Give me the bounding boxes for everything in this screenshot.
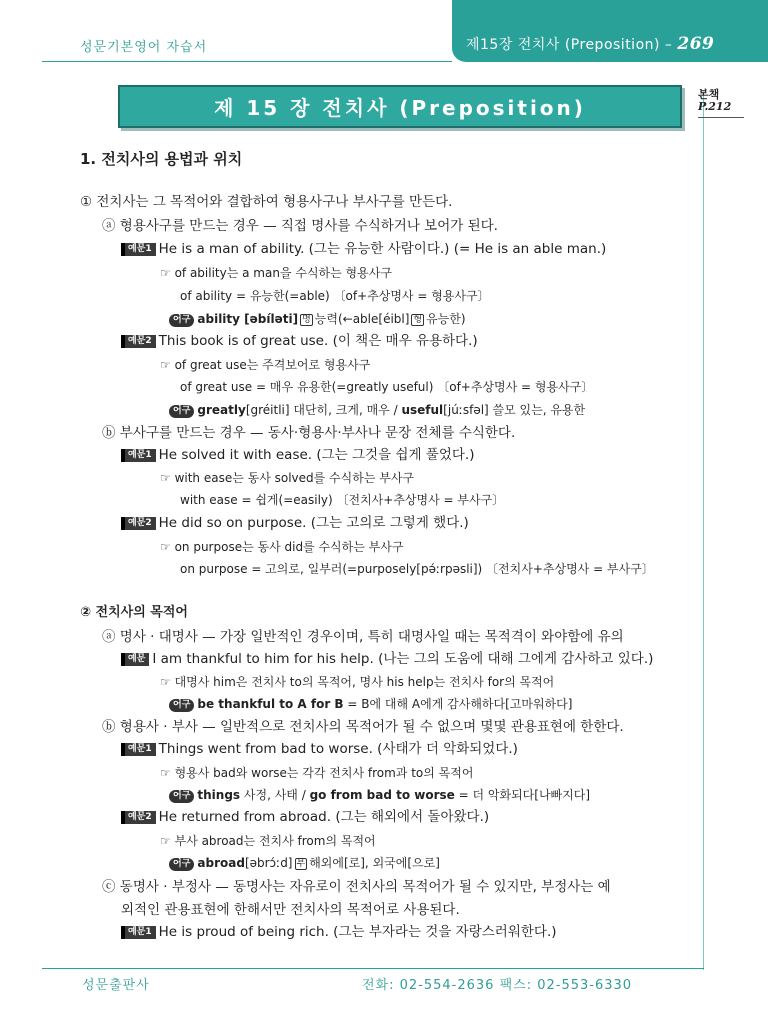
subsection-heading: ⓐ 형용사구를 만드는 경우 — 직접 명사를 수식하거나 보어가 된다. bbox=[102, 218, 498, 234]
note-line: with ease = 쉽게(=easily) 〔전치사+추상명사 = 부사구〕 bbox=[180, 493, 505, 507]
vocab-badge: 어구 bbox=[169, 314, 194, 327]
note-line: ☞ of ability는 a man을 수식하는 형용사구 bbox=[160, 266, 392, 280]
note-line: on purpose = 고의로, 일부러(=purposely[pə́ːrpəsli]) 〔전치사+추상명사 = 부사구〕 bbox=[180, 562, 654, 576]
header-chapter-tab bbox=[452, 0, 768, 62]
example-sentence: He is proud of being rich. (그는 부자라는 것을 자랑스러워한다.) bbox=[158, 924, 557, 940]
vocab-meaning: = B에 대해 A에게 감사해하다[고마워하다] bbox=[347, 697, 573, 711]
vocab-line bbox=[169, 854, 440, 872]
vocab-line bbox=[169, 401, 585, 419]
section-heading: ② 전치사의 목적어 bbox=[80, 605, 188, 620]
vocab-phrase: go from bad to worse bbox=[309, 788, 455, 802]
example-line bbox=[121, 808, 489, 826]
example-sentence: This book is of great use. (이 책은 매우 유용하다.) bbox=[158, 333, 478, 349]
section-heading: 1. 전치사의 용법과 위치 bbox=[80, 150, 243, 168]
example-line bbox=[121, 240, 606, 258]
vocab-phrase: be thankful to A for B bbox=[197, 697, 344, 711]
vocab-meaning: [gréitli] 대단히, 크게, 매우 / bbox=[245, 403, 398, 417]
example-badge: 예문2 bbox=[121, 517, 156, 530]
header-divider bbox=[42, 61, 452, 62]
note-line: ☞ 대명사 him은 전치사 to의 목적어, 명사 his help는 전치사 for의 목적어 bbox=[160, 675, 555, 689]
ref-label: 본책 bbox=[698, 88, 720, 101]
example-badge: 예문1 bbox=[121, 926, 156, 939]
page-number: 269 bbox=[677, 34, 715, 54]
example-line bbox=[121, 446, 474, 464]
subsection-heading: ⓐ 명사 · 대명사 — 가장 일반적인 경우이며, 특히 대명사일 때는 목적격이 와야함에 유의 bbox=[102, 629, 624, 645]
noun-mark: 명 bbox=[302, 315, 311, 325]
vocab-word: ability [əbíləti] bbox=[197, 312, 299, 326]
vocab-badge: 어구 bbox=[169, 405, 194, 418]
example-badge: 예문1 bbox=[121, 243, 156, 256]
example-sentence: He returned from abroad. (그는 해외에서 돌아왔다.) bbox=[158, 809, 490, 825]
vocab-badge: 어구 bbox=[169, 858, 194, 871]
example-sentence: I am thankful to him for his help. (나는 그의 도움에 대해 그에게 감사하고 있다.) bbox=[152, 651, 654, 667]
chapter-title: 제 15 장 전치사 (Preposition) bbox=[118, 85, 682, 128]
note-line: of great use = 매우 유용한(=greatly useful) 〔of+추상명사 = 형용사구〕 bbox=[180, 380, 594, 394]
example-line bbox=[121, 650, 653, 668]
example-badge: 예문 bbox=[121, 653, 149, 666]
footer-divider bbox=[42, 968, 704, 969]
example-line bbox=[121, 332, 478, 350]
right-margin-rule bbox=[703, 92, 704, 970]
example-sentence: He is a man of ability. (그는 유능한 사람이다.) (= He is an able man.) bbox=[158, 241, 607, 257]
note-line: ☞ with ease는 동사 solved를 수식하는 부사구 bbox=[160, 471, 415, 485]
vocab-meaning: 해외에[로], 외국에[으로] bbox=[309, 856, 440, 870]
vocab-meaning: 능력(←able[éibl] bbox=[314, 312, 410, 326]
vocab-word: greatly bbox=[197, 403, 246, 417]
vocab-meaning: 유능한) bbox=[426, 312, 466, 326]
vocab-line bbox=[169, 310, 466, 328]
example-line bbox=[121, 923, 557, 941]
vocab-line bbox=[169, 786, 590, 804]
vocab-pronunciation: [əbrɔ́ːd] bbox=[244, 856, 293, 870]
example-badge: 예문1 bbox=[121, 743, 156, 756]
example-badge: 예문1 bbox=[121, 449, 156, 462]
subsection-heading: ⓑ 형용사 · 부사 — 일반적으로 전치사의 목적어가 될 수 없으며 몇몇 관용표현에 한한다. bbox=[102, 719, 624, 735]
vocab-badge: 어구 bbox=[169, 699, 194, 712]
note-line: of ability = 유능한(=able) 〔of+추상명사 = 형용사구〕 bbox=[180, 289, 490, 303]
header-chapter-text bbox=[466, 34, 714, 54]
footer-contact: 전화: 02-554-2636 팩스: 02-553-6330 bbox=[362, 978, 633, 993]
note-line: ☞ of great use는 주격보어로 형용사구 bbox=[160, 358, 371, 372]
main-book-reference bbox=[698, 89, 731, 113]
example-sentence: He solved it with ease. (그는 그것을 쉽게 풀었다.) bbox=[158, 447, 475, 463]
vocab-line bbox=[169, 695, 572, 713]
ref-page: P.212 bbox=[698, 100, 732, 113]
ref-underline bbox=[698, 117, 744, 118]
vocab-meaning: = 더 악화되다[나빠지다] bbox=[458, 788, 591, 802]
adjective-mark: 형 bbox=[413, 315, 423, 325]
vocab-word: things bbox=[197, 788, 241, 802]
header-chapter-label: 제15장 전치사 (Preposition) – bbox=[466, 37, 673, 53]
example-line bbox=[121, 740, 518, 758]
example-line bbox=[121, 514, 469, 532]
example-badge: 예문2 bbox=[121, 335, 156, 348]
header-book-title: 성문기본영어 자습서 bbox=[80, 40, 208, 55]
subsection-continuation: 외적인 관용표현에 한해서만 전치사의 목적어로 사용된다. bbox=[121, 902, 460, 918]
adverb-mark: 부 bbox=[296, 859, 306, 869]
vocab-meaning: [júːsfəl] 쓸모 있는, 유용한 bbox=[443, 403, 586, 417]
subsection-heading: ⓑ 부사구를 만드는 경우 — 동사·형용사·부사나 문장 전체를 수식한다. bbox=[102, 425, 516, 441]
example-sentence: He did so on purpose. (그는 고의로 그렇게 했다.) bbox=[158, 515, 469, 531]
subsection-heading: ⓒ 동명사 · 부정사 — 동명사는 자유로이 전치사의 목적어가 될 수 있지만, 부정사는 예 bbox=[102, 879, 611, 895]
note-line: ☞ 형용사 bad와 worse는 각각 전치사 from과 to의 목적어 bbox=[160, 766, 474, 780]
vocab-badge: 어구 bbox=[169, 790, 194, 803]
vocab-word: abroad bbox=[197, 856, 245, 870]
vocab-word: useful bbox=[401, 403, 444, 417]
footer-publisher: 성문출판사 bbox=[82, 978, 150, 993]
note-line: ☞ on purpose는 동사 did를 수식하는 부사구 bbox=[160, 540, 404, 554]
rule-statement: ① 전치사는 그 목적어와 결합하여 형용사구나 부사구를 만든다. bbox=[80, 194, 453, 210]
vocab-meaning: 사정, 사태 / bbox=[243, 788, 306, 802]
note-line: ☞ 부사 abroad는 전치사 from의 목적어 bbox=[160, 834, 376, 848]
example-sentence: Things went from bad to worse. (사태가 더 악화되었다.) bbox=[158, 741, 518, 757]
example-badge: 예문2 bbox=[121, 811, 156, 824]
